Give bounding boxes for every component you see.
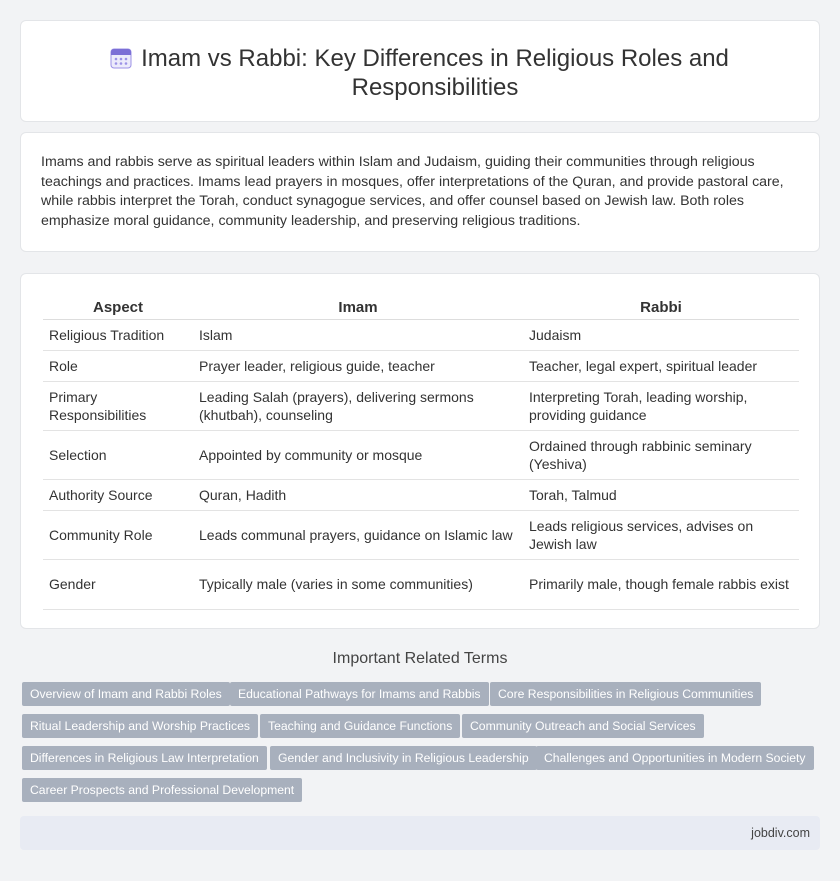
comparison-card: [20, 273, 820, 629]
tag-link[interactable]: Challenges and Opportunities in Modern Society: [536, 746, 814, 770]
table-row: [43, 319, 799, 350]
table-cell: Primary Responsibilities: [43, 381, 193, 430]
tag-link[interactable]: Career Prospects and Professional Development: [22, 778, 302, 802]
page-title: Imam vs Rabbi: Key Differences in Religious Roles and Responsibilities: [141, 45, 729, 101]
table-cell: Teacher, legal expert, spiritual leader: [523, 350, 799, 381]
table-header-row: [43, 296, 799, 319]
intro-text: Imams and rabbis serve as spiritual leaders within Islam and Judaism, guiding their communities through religious teachings and practices. Imams lead prayers in mosques, offer interpretations of the Quran, and provide pastoral care, while rabbis interpret the Torah, conduct synagogue services, and offer counsel based on Jewish law. Both roles emphasize moral guidance, community leadership, and preserving religious traditions.: [41, 154, 784, 229]
header-rabbi: Rabbi: [523, 296, 799, 319]
intro-card: [20, 132, 820, 252]
table-cell: Islam: [193, 319, 523, 350]
tag-link[interactable]: Educational Pathways for Imams and Rabbis: [230, 682, 489, 706]
tag-link[interactable]: Ritual Leadership and Worship Practices: [22, 714, 258, 738]
table-row: [43, 430, 799, 479]
table-cell: Appointed by community or mosque: [193, 430, 523, 479]
table-cell: Religious Tradition: [43, 319, 193, 350]
table-cell: Leading Salah (prayers), delivering sermons (khutbah), counseling: [193, 381, 523, 430]
table-row: [43, 479, 799, 510]
table-cell: Judaism: [523, 319, 799, 350]
footer-site-link[interactable]: jobdiv.com: [751, 826, 810, 840]
title-card: [20, 20, 820, 122]
table-row: [43, 559, 799, 609]
tag-link[interactable]: Community Outreach and Social Services: [462, 714, 704, 738]
related-terms-title: Important Related Terms: [332, 650, 508, 667]
table-cell: Selection: [43, 430, 193, 479]
table-cell: Typically male (varies in some communities): [193, 559, 523, 609]
table-cell: Ordained through rabbinic seminary (Yeshiva): [523, 430, 799, 479]
table-row: [43, 350, 799, 381]
footer: [20, 816, 820, 850]
table-cell: Authority Source: [43, 479, 193, 510]
tag-link[interactable]: Gender and Inclusivity in Religious Leadership: [270, 746, 537, 770]
table-row: [43, 510, 799, 559]
table-cell: Role: [43, 350, 193, 381]
table-cell: Interpreting Torah, leading worship, providing guidance: [523, 381, 799, 430]
table-cell: Primarily male, though female rabbis exist: [523, 559, 799, 609]
table-cell: Quran, Hadith: [193, 479, 523, 510]
table-cell: Prayer leader, religious guide, teacher: [193, 350, 523, 381]
tag-link[interactable]: Core Responsibilities in Religious Communities: [490, 682, 761, 706]
table-cell: Leads communal prayers, guidance on Islamic law: [193, 510, 523, 559]
table-cell: Community Role: [43, 510, 193, 559]
table-cell: Torah, Talmud: [523, 479, 799, 510]
table-cell: Leads religious services, advises on Jewish law: [523, 510, 799, 559]
table-row: [43, 381, 799, 430]
tag-link[interactable]: Teaching and Guidance Functions: [260, 714, 460, 738]
header-aspect: Aspect: [43, 296, 193, 319]
comparison-table: [43, 296, 799, 610]
header-imam: Imam: [193, 296, 523, 319]
tag-link[interactable]: Overview of Imam and Rabbi Roles: [22, 682, 230, 706]
table-cell: Gender: [43, 559, 193, 609]
tag-link[interactable]: Differences in Religious Law Interpretation: [22, 746, 267, 770]
